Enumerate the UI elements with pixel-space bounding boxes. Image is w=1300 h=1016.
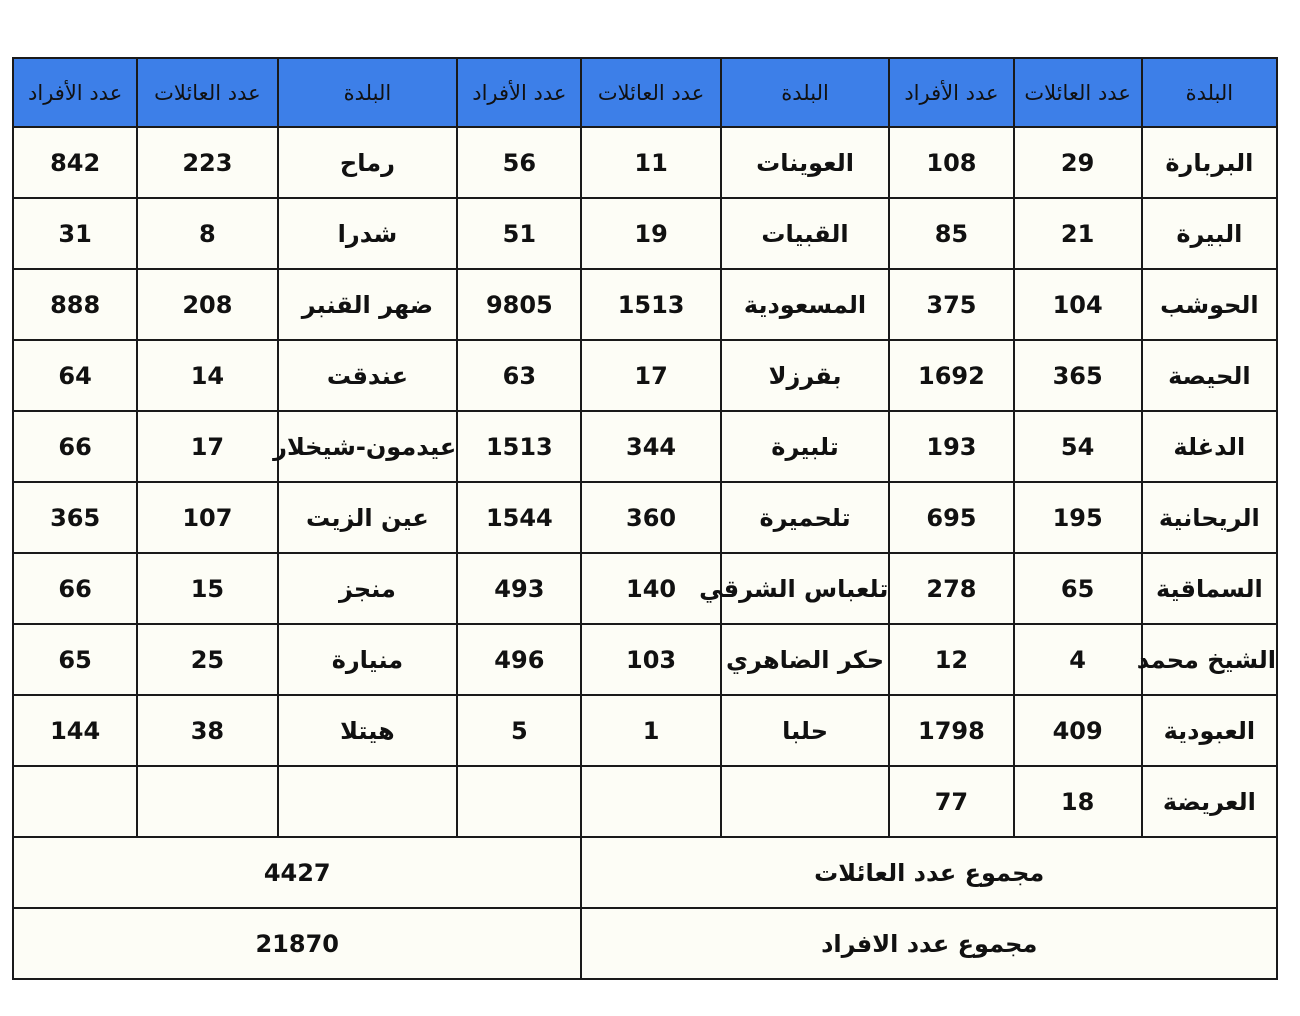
town-cell: عيدمون-شيخلار	[278, 411, 458, 482]
table-row	[13, 482, 1277, 553]
table-row	[13, 695, 1277, 766]
families-cell: 409	[1014, 695, 1142, 766]
families-cell: 1513	[581, 269, 720, 340]
families-cell: 360	[581, 482, 720, 553]
members-cell: 278	[889, 553, 1013, 624]
members-cell: 63	[457, 340, 581, 411]
families-cell: 107	[137, 482, 277, 553]
header-families: عدد العائلات	[1014, 58, 1142, 127]
empty-cell	[457, 766, 581, 837]
empty-cell	[13, 766, 137, 837]
members-cell: 888	[13, 269, 137, 340]
families-cell: 11	[581, 127, 720, 198]
empty-cell	[278, 766, 458, 837]
families-cell: 14	[137, 340, 277, 411]
families-cell: 344	[581, 411, 720, 482]
header-town: البلدة	[278, 58, 458, 127]
header-members: عدد الأفراد	[889, 58, 1013, 127]
town-cell: ضهر القنبر	[278, 269, 458, 340]
header-members: عدد الأفراد	[13, 58, 137, 127]
families-cell: 65	[1014, 553, 1142, 624]
families-cell: 223	[137, 127, 277, 198]
families-cell: 18	[1014, 766, 1142, 837]
members-cell: 493	[457, 553, 581, 624]
families-cell: 17	[581, 340, 720, 411]
table-row	[13, 127, 1277, 198]
members-cell: 695	[889, 482, 1013, 553]
members-cell: 56	[457, 127, 581, 198]
header-row	[13, 58, 1277, 127]
families-cell: 4	[1014, 624, 1142, 695]
table-row	[13, 624, 1277, 695]
families-cell: 208	[137, 269, 277, 340]
empty-cell	[721, 766, 890, 837]
members-cell: 193	[889, 411, 1013, 482]
town-cell: هيتلا	[278, 695, 458, 766]
members-cell: 1513	[457, 411, 581, 482]
families-cell: 54	[1014, 411, 1142, 482]
members-cell: 31	[13, 198, 137, 269]
table-row	[13, 269, 1277, 340]
town-cell: العوينات	[721, 127, 890, 198]
members-cell: 108	[889, 127, 1013, 198]
total-families-label: مجموع عدد العائلات	[581, 837, 1277, 908]
header-families: عدد العائلات	[581, 58, 720, 127]
families-cell: 25	[137, 624, 277, 695]
town-cell: حلبا	[721, 695, 890, 766]
total-families-value: 4427	[13, 837, 581, 908]
families-cell: 38	[137, 695, 277, 766]
header-town: البلدة	[721, 58, 890, 127]
total-members-row	[13, 908, 1277, 979]
families-cell: 19	[581, 198, 720, 269]
town-cell: حكر الضاهري	[721, 624, 890, 695]
population-table	[12, 57, 1278, 980]
families-cell: 195	[1014, 482, 1142, 553]
town-cell: تلعباس الشرقي	[721, 553, 890, 624]
town-cell: السماقية	[1142, 553, 1277, 624]
town-cell: الحيصة	[1142, 340, 1277, 411]
members-cell: 12	[889, 624, 1013, 695]
table-row	[13, 340, 1277, 411]
town-cell: بقرزلا	[721, 340, 890, 411]
total-members-label: مجموع عدد الافراد	[581, 908, 1277, 979]
families-cell: 365	[1014, 340, 1142, 411]
members-cell: 5	[457, 695, 581, 766]
town-cell: رماح	[278, 127, 458, 198]
families-cell: 17	[137, 411, 277, 482]
members-cell: 1544	[457, 482, 581, 553]
families-cell: 104	[1014, 269, 1142, 340]
table-row	[13, 553, 1277, 624]
members-cell: 1692	[889, 340, 1013, 411]
total-members-value: 21870	[13, 908, 581, 979]
empty-cell	[581, 766, 720, 837]
families-cell: 103	[581, 624, 720, 695]
families-cell: 1	[581, 695, 720, 766]
members-cell: 85	[889, 198, 1013, 269]
town-cell: عين الزيت	[278, 482, 458, 553]
members-cell: 65	[13, 624, 137, 695]
table-row	[13, 198, 1277, 269]
town-cell: القبيات	[721, 198, 890, 269]
members-cell: 64	[13, 340, 137, 411]
town-cell: عندقت	[278, 340, 458, 411]
header-families: عدد العائلات	[137, 58, 277, 127]
town-cell: تلحميرة	[721, 482, 890, 553]
members-cell: 1798	[889, 695, 1013, 766]
members-cell: 66	[13, 411, 137, 482]
town-cell: العريضة	[1142, 766, 1277, 837]
table-row	[13, 766, 1277, 837]
town-cell: البيرة	[1142, 198, 1277, 269]
town-cell: منجز	[278, 553, 458, 624]
families-cell: 21	[1014, 198, 1142, 269]
town-cell: الريحانية	[1142, 482, 1277, 553]
town-cell: الدغلة	[1142, 411, 1277, 482]
members-cell: 365	[13, 482, 137, 553]
families-cell: 15	[137, 553, 277, 624]
members-cell: 51	[457, 198, 581, 269]
members-cell: 66	[13, 553, 137, 624]
header-members: عدد الأفراد	[457, 58, 581, 127]
members-cell: 375	[889, 269, 1013, 340]
members-cell: 842	[13, 127, 137, 198]
town-cell: تلبيرة	[721, 411, 890, 482]
town-cell: شدرا	[278, 198, 458, 269]
members-cell: 9805	[457, 269, 581, 340]
empty-cell	[137, 766, 277, 837]
members-cell: 496	[457, 624, 581, 695]
town-cell: المسعودية	[721, 269, 890, 340]
families-cell: 29	[1014, 127, 1142, 198]
families-cell: 140	[581, 553, 720, 624]
town-cell: العبودية	[1142, 695, 1277, 766]
town-cell: البربارة	[1142, 127, 1277, 198]
town-cell: الشيخ محمد	[1142, 624, 1277, 695]
table-row	[13, 411, 1277, 482]
total-families-row	[13, 837, 1277, 908]
town-cell: منيارة	[278, 624, 458, 695]
header-town: البلدة	[1142, 58, 1277, 127]
town-cell: الحوشب	[1142, 269, 1277, 340]
members-cell: 77	[889, 766, 1013, 837]
members-cell: 144	[13, 695, 137, 766]
families-cell: 8	[137, 198, 277, 269]
